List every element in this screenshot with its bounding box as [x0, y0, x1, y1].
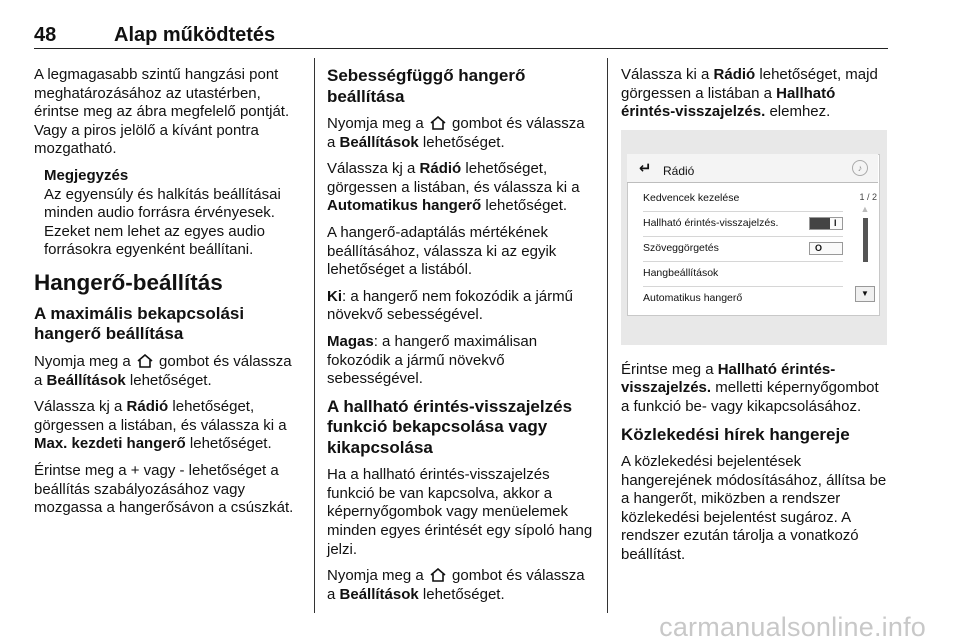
scroll-up-icon[interactable]: ▲ — [860, 203, 870, 214]
scroll-down-icon[interactable]: ▼ — [855, 286, 875, 302]
paragraph: Érintse meg a Hallható érintés-visszajelzés. melletti képernyőgombot a funkció be- vagy kikapcsolásához. — [621, 360, 879, 415]
toggle-switch[interactable]: I — [809, 217, 843, 230]
toggle-switch[interactable]: O — [809, 242, 843, 255]
column-2 — [327, 66, 597, 612]
screen-title: Rádió — [663, 163, 695, 178]
music-note-icon: ♪ — [852, 160, 868, 176]
paragraph: Nyomja meg a gombot és válassza a Beállítások lehetőséget. — [34, 352, 292, 389]
paragraph: Érintse meg a + vagy - lehetőséget a beállítás szabályozásához vagy mozgassa a hangerősávon a csúszkát. — [34, 461, 294, 517]
paragraph: Nyomja meg a gombot és válassza a Beállítások lehetőséget. — [327, 115, 585, 151]
paragraph: Válassza kj a Rádió lehetőséget, görgessen a listában, és válassza ki a Automatikus hangerő lehetőséget. — [327, 160, 580, 215]
page-number: 48 — [34, 24, 57, 46]
note-title: Megjegyzés — [44, 166, 129, 184]
note-box — [44, 167, 302, 260]
home-icon — [430, 568, 446, 582]
page-header — [34, 10, 888, 49]
paragraph: Válassza ki a Rádió lehetőséget, majd görgessen a listában a Hallható érintés-visszajelzés. elemhez. — [621, 66, 878, 121]
column-divider — [607, 58, 608, 613]
chapter-title: Alap működtetés — [114, 24, 276, 46]
radio-screen-illustration — [621, 130, 887, 345]
menu-item[interactable]: Hallható érintés-visszajelzés. I — [643, 211, 843, 237]
watermark: carmanualsonline.info — [659, 612, 926, 642]
home-icon — [137, 354, 153, 368]
section-heading: Hangerő-beállítás — [34, 269, 223, 295]
subsection-heading: A maximális bekapcsolási hangerő beállítása — [34, 303, 245, 344]
paragraph: A legmagasabb szintű hangzási pont meghatározásához az utastérben, érintse meg az ábra megfelelő pontját. Vagy a piros jelölő a kívánt pontra mozgatható. — [34, 66, 290, 158]
column-divider — [314, 58, 315, 613]
paragraph: A közlekedési bejelentések hangerejének módosításához, állítsa be a hangerőt, miközben a rendszer közlekedési bejelentést sugároz. A rendszer ezután tárolja a vonatkozó beállítást. — [621, 453, 887, 564]
screen-titlebar — [627, 154, 878, 183]
paragraph: Ha a hallható érintés-visszajelzés funkció be van kapcsolva, akkor a képernyőgombok vagy menüelemek minden egyes érintését egy sípoló hang jelzi. — [327, 466, 593, 558]
paragraph: Magas: a hangerő maximálisan fokozódik a jármű növekvő sebességével. — [327, 332, 538, 388]
paragraph: Nyomja meg a gombot és válassza a Beállítások lehetőséget. — [327, 567, 585, 603]
back-icon[interactable]: ↵ — [639, 159, 652, 177]
menu-item[interactable]: Automatikus hangerő — [643, 291, 743, 304]
paragraph: Ki: a hangerő nem fokozódik a jármű növekvő sebességével. — [327, 287, 573, 324]
page-indicator: 1 / 2 — [859, 191, 877, 202]
note-text: Az egyensúly és halkítás beállításai minden audio forrásra érvényesek. Ezeket nem lehet az egyes audio forrásokra egyenként beállítani. — [44, 185, 281, 259]
menu-item[interactable]: Kedvencek kezelése — [643, 186, 843, 212]
paragraph: Válassza kj a Rádió lehetőséget, görgessen a listában, és válassza ki a Max. kezdeti hangerő lehetőséget. — [34, 398, 287, 453]
column-1 — [34, 66, 302, 526]
paragraph: A hangerő-adaptálás mértékének beállításához, válassza ki az egyik lehetőséget a listából. — [327, 223, 557, 279]
menu-item[interactable]: Hangbeállítások — [643, 261, 843, 287]
home-icon — [430, 116, 446, 130]
subsection-heading: A hallható érintés-visszajelzés funkció bekapcsolása vagy kikapcsolása — [327, 396, 573, 457]
scrollbar-thumb[interactable] — [863, 218, 868, 262]
subsection-heading: Közlekedési hírek hangereje — [621, 424, 850, 444]
column-3 — [621, 66, 891, 573]
menu-item[interactable]: Szöveggörgetés O — [643, 236, 843, 262]
subsection-heading: Sebességfüggő hangerő beállítása — [327, 66, 526, 106]
